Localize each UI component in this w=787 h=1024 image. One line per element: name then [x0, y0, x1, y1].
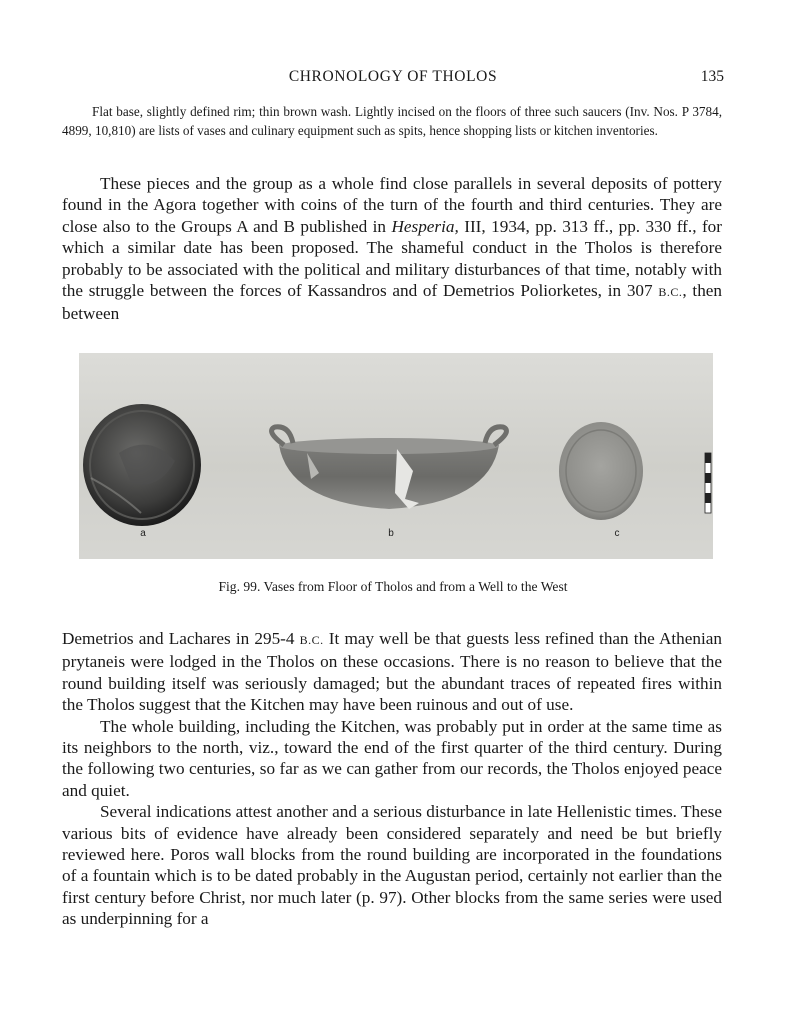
- paragraph-4: Several indications attest another and a serious disturbance in late Hellenistic times. These various bits of evidence have already been considered separately and need be but briefly reviewed here. Poros wall blocks from the round building are incorporated in the foundations of a fountain which is to be dated probably in the Augustan period, certainly not earlier than the first century before Christ, nor much later (p. 97). Other blocks from the same series were used as underpinning for a: [62, 802, 722, 929]
- running-head: [62, 68, 724, 90]
- figure-caption: Fig. 99. Vases from Floor of Tholos and from a Well to the West: [218, 579, 568, 594]
- paragraph-1-part-3: , then between: [62, 281, 723, 324]
- paragraph-2: [62, 628, 722, 716]
- vase-label-c: c: [614, 528, 620, 539]
- vase-label-b: b: [388, 528, 394, 539]
- running-title: CHRONOLOGY OF THOLOS: [288, 68, 498, 85]
- vase-c: [559, 422, 643, 520]
- body-text-lower: [62, 628, 722, 930]
- catalogue-note: [62, 102, 722, 140]
- note-text: Flat base, slightly defined rim; thin brown wash. Lightly incised on the floors of three such saucers (Inv. Nos. P 3784, 4899, 10,810) are lists of vases and culinary equipment such as spits, hence shopping lists or kitchen inventories.: [62, 104, 722, 138]
- photograph-of-three-vases-icon: [79, 353, 713, 559]
- paragraph-2-part-2: It may well be that guests less refined than the Athenian prytaneis were lodged in the Tholos on these occasions. There is no reason to believe that the round building itself was seriously damaged; but the abundant traces of repeated fires within the Tholos suggest that the Kitchen may have been ruinous and out of use.: [62, 629, 722, 715]
- paragraph-1-part-1: These pieces and the group as a whole find close parallels in several deposits of pottery found in the Agora together with coins of the turn of the fourth and third centuries. They are close also to the Groups A and B published in: [62, 174, 722, 236]
- body-text-upper: [62, 173, 722, 325]
- paragraph-3: The whole building, including the Kitchen, was probably put in order at the same time as its neighbors to the north, viz., toward the end of the first quarter of the third century. During the following two centuries, so far as we can gather from our records, the Tholos enjoyed peace and quiet.: [62, 716, 722, 800]
- era-abbreviation: B.C.: [299, 633, 324, 647]
- figure-photograph: [79, 353, 713, 559]
- page-number: 135: [700, 68, 724, 85]
- era-abbreviation: B.C.: [658, 285, 683, 300]
- paragraph-1-part-2: III, 1934, pp. 313 ff., pp. 330 ff., for which a similar date has been proposed. The shameful conduct in the Tholos is therefore probably to be associated with the political and military disturbances of that time, notably with the struggle between the forces of Kassandros and of Demetrios Poliorketes, in 307: [62, 216, 722, 301]
- vase-label-a: a: [140, 528, 146, 539]
- scale-bar: [705, 453, 711, 513]
- vase-a: [83, 404, 201, 526]
- journal-title: Hesperia,: [391, 216, 459, 236]
- paragraph-2-part-1: Demetrios and Lachares in 295-4: [62, 629, 300, 648]
- paragraph-1: [62, 173, 722, 325]
